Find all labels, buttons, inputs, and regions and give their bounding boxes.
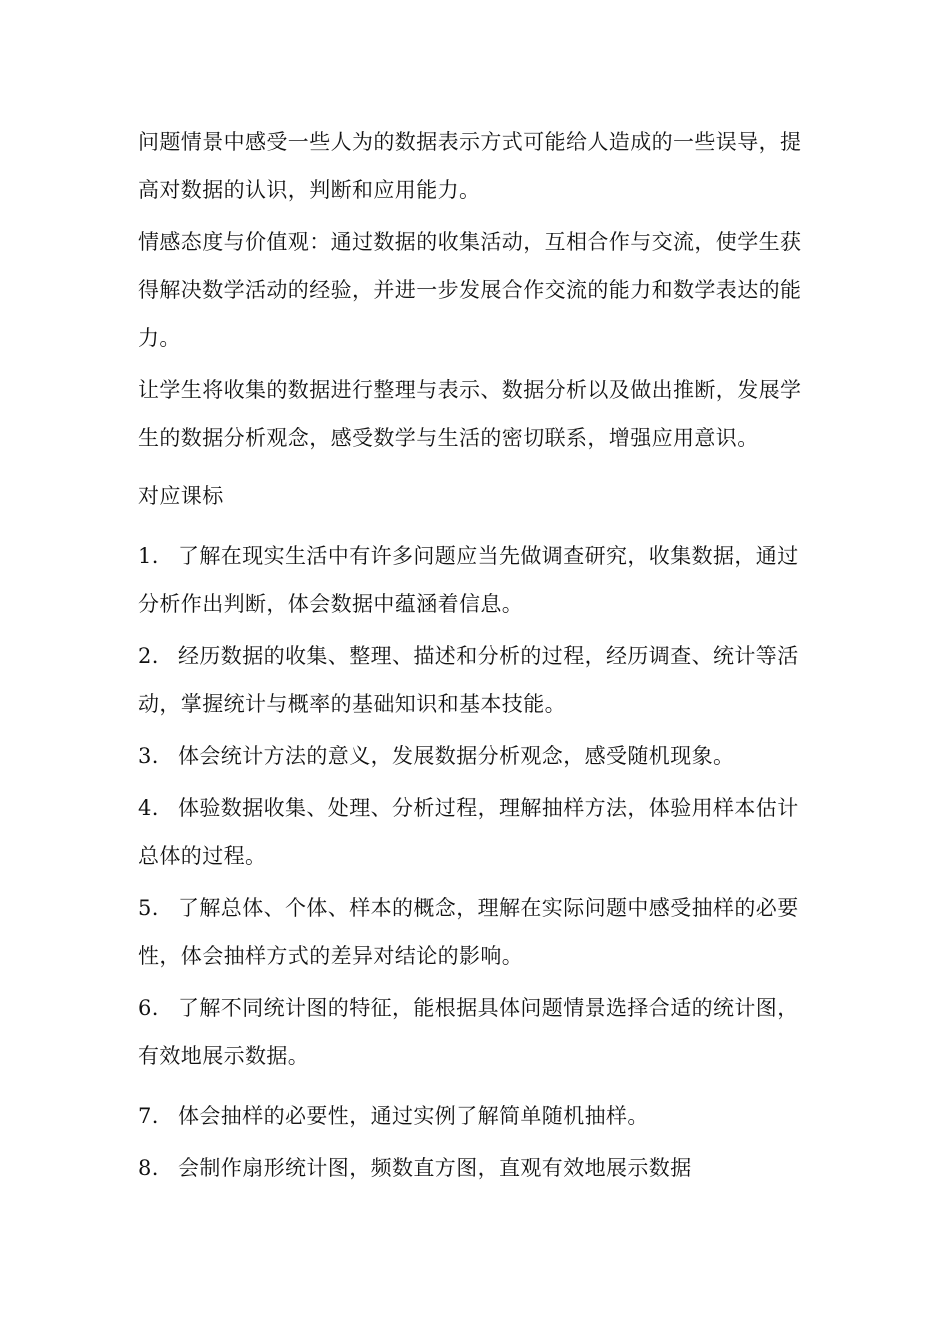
list-item-text: 了解不同统计图的特征，能根据具体问题情景选择合适的统计图，有效地展示数据。 [138, 996, 799, 1068]
list-item-text: 经历数据的收集、整理、描述和分析的过程，经历调查、统计等活动，掌握统计与概率的基础知识和基本技能。 [138, 644, 799, 716]
list-item [138, 632, 816, 728]
list-item [138, 1092, 816, 1140]
list-item-text: 了解在现实生活中有许多问题应当先做调查研究，收集数据，通过分析作出判断，体会数据中蕴涵着信息。 [138, 544, 799, 616]
list-item-number: 1. [138, 544, 159, 568]
list-item-number: 2. [138, 644, 159, 668]
list-item-text: 体验数据收集、处理、分析过程，理解抽样方法，体验用样本估计总体的过程。 [138, 796, 799, 868]
list-item-text: 体会抽样的必要性，通过实例了解简单随机抽样。 [178, 1104, 649, 1128]
list-item [138, 984, 816, 1080]
list-item-text: 体会统计方法的意义，发展数据分析观念，感受随机现象。 [178, 744, 735, 768]
list-item-number: 3. [138, 744, 159, 768]
list-item-number: 6. [138, 996, 159, 1020]
list-item-number: 8. [138, 1156, 159, 1180]
list-item [138, 732, 816, 780]
list-item-number: 5. [138, 896, 159, 920]
list-item [138, 1144, 816, 1192]
list-item [138, 784, 816, 880]
section-heading: 对应课标 [138, 484, 224, 508]
list-item [138, 884, 816, 980]
paragraph: 情感态度与价值观：通过数据的收集活动，互相合作与交流，使学生获得解决数学活动的经验，并进一步发展合作交流的能力和数学表达的能力。 [138, 230, 802, 350]
list-item-text: 会制作扇形统计图，频数直方图，直观有效地展示数据 [178, 1156, 692, 1180]
list-item-number: 4. [138, 796, 159, 820]
list-item-text: 了解总体、个体、样本的概念，理解在实际问题中感受抽样的必要性，体会抽样方式的差异对结论的影响。 [138, 896, 799, 968]
paragraph: 让学生将收集的数据进行整理与表示、数据分析以及做出推断，发展学生的数据分析观念，感受数学与生活的密切联系，增强应用意识。 [138, 378, 802, 450]
paragraph: 问题情景中感受一些人为的数据表示方式可能给人造成的一些误导，提高对数据的认识，判断和应用能力。 [138, 130, 802, 202]
list-item [138, 532, 816, 628]
document-body [138, 118, 816, 1196]
list-item-number: 7. [138, 1104, 159, 1128]
